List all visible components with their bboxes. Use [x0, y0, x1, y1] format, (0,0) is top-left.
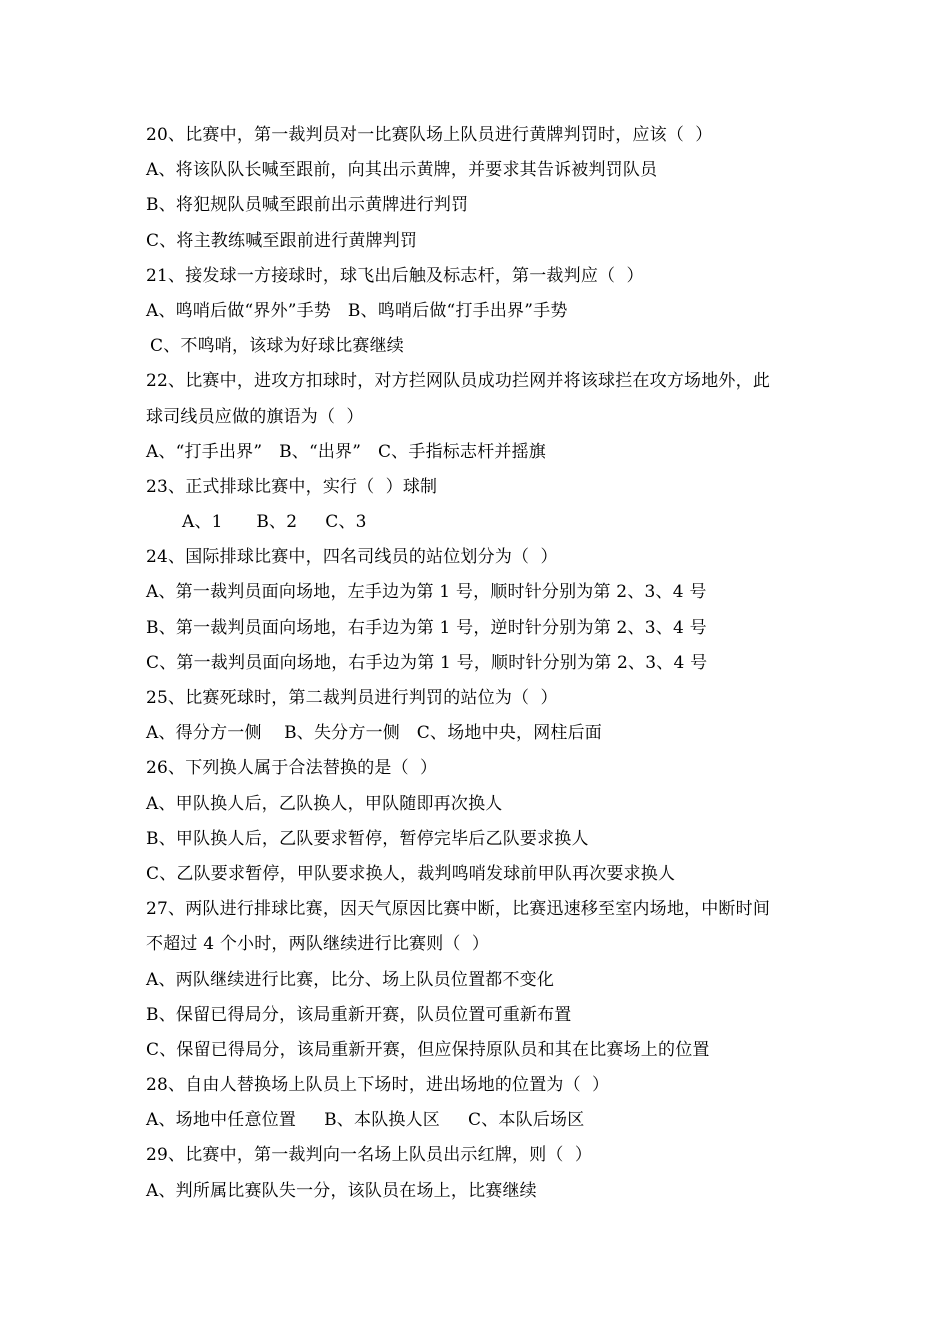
question-list [146, 118, 816, 1209]
question-21-options-ab: A、鸣哨后做“界外”手势 B、鸣哨后做“打手出界”手势 [146, 300, 568, 321]
question-22-options: A、“打手出界” B、“出界” C、手指标志杆并摇旗 [146, 441, 546, 462]
question-26-option-a: A、甲队换人后，乙队换人，甲队随即再次换人 [146, 793, 503, 814]
question-24: 24、国际排球比赛中，四名司线员的站位划分为（ ） [146, 547, 558, 568]
question-29-option-a: A、判所属比赛队失一分，该队员在场上，比赛继续 [146, 1180, 537, 1201]
question-27-line-2: 不超过 4 个小时，两队继续进行比赛则（ ） [146, 934, 490, 955]
question-20: 20、比赛中，第一裁判员对一比赛队场上队员进行黄牌判罚时，应该（ ） [146, 125, 713, 145]
question-25-options: A、得分方一侧 B、失分方一侧 C、场地中央，网柱后面 [146, 723, 603, 744]
question-20-option-c: C、将主教练喊至跟前进行黄牌判罚 [146, 230, 418, 251]
question-24-option-c: C、第一裁判员面向场地，右手边为第 1 号，顺时针分别为第 2、3、4 号 [146, 652, 708, 673]
question-22-line-1: 22、比赛中，进攻方扣球时，对方拦网队员成功拦网并将该球拦在攻方场地外，此 [146, 371, 771, 392]
question-21-option-c: C、不鸣哨，该球为好球比赛继续 [150, 336, 405, 357]
question-25: 25、比赛死球时，第二裁判员进行判罚的站位为（ ） [146, 688, 558, 708]
question-29: 29、比赛中，第一裁判向一名场上队员出示红牌，则（ ） [146, 1145, 593, 1166]
question-27-option-c: C、保留已得局分，该局重新开赛，但应保持原队员和其在比赛场上的位置 [146, 1039, 710, 1060]
question-27-line-1: 27、两队进行排球比赛，因天气原因比赛中断，比赛迅速移至室内场地，中断时间 [146, 899, 771, 920]
question-26-option-b: B、甲队换人后，乙队要求暂停，暂停完毕后乙队要求换人 [146, 828, 589, 849]
question-28: 28、自由人替换场上队员上下场时，进出场地的位置为（ ） [146, 1075, 610, 1096]
question-24-option-a: A、第一裁判员面向场地，左手边为第 1 号，顺时针分别为第 2、3、4 号 [146, 582, 707, 603]
question-24-option-b: B、第一裁判员面向场地，右手边为第 1 号，逆时针分别为第 2、3、4 号 [146, 617, 707, 638]
question-28-options: A、场地中任意位置 B、本队换人区 C、本队后场区 [146, 1110, 585, 1131]
question-27-option-b: B、保留已得局分，该局重新开赛，队员位置可重新布置 [146, 1004, 572, 1025]
question-23-options: A、1 B、2 C、3 [182, 512, 367, 533]
question-26-option-c: C、乙队要求暂停，甲队要求换人，裁判鸣哨发球前甲队再次要求换人 [146, 863, 676, 884]
question-26: 26、下列换人属于合法替换的是（ ） [146, 758, 438, 779]
question-20-option-b: B、将犯规队员喊至跟前出示黄牌进行判罚 [146, 195, 469, 216]
question-27-option-a: A、两队继续进行比赛，比分、场上队员位置都不变化 [146, 969, 555, 990]
question-20-option-a: A、将该队队长喊至跟前，向其出示黄牌，并要求其告诉被判罚队员 [146, 160, 658, 181]
question-22-line-2: 球司线员应做的旗语为（ ） [146, 406, 364, 427]
question-23: 23、正式排球比赛中，实行（ ）球制 [146, 476, 438, 497]
question-21: 21、接发球一方接球时，球飞出后触及标志杆，第一裁判应（ ） [146, 265, 644, 286]
